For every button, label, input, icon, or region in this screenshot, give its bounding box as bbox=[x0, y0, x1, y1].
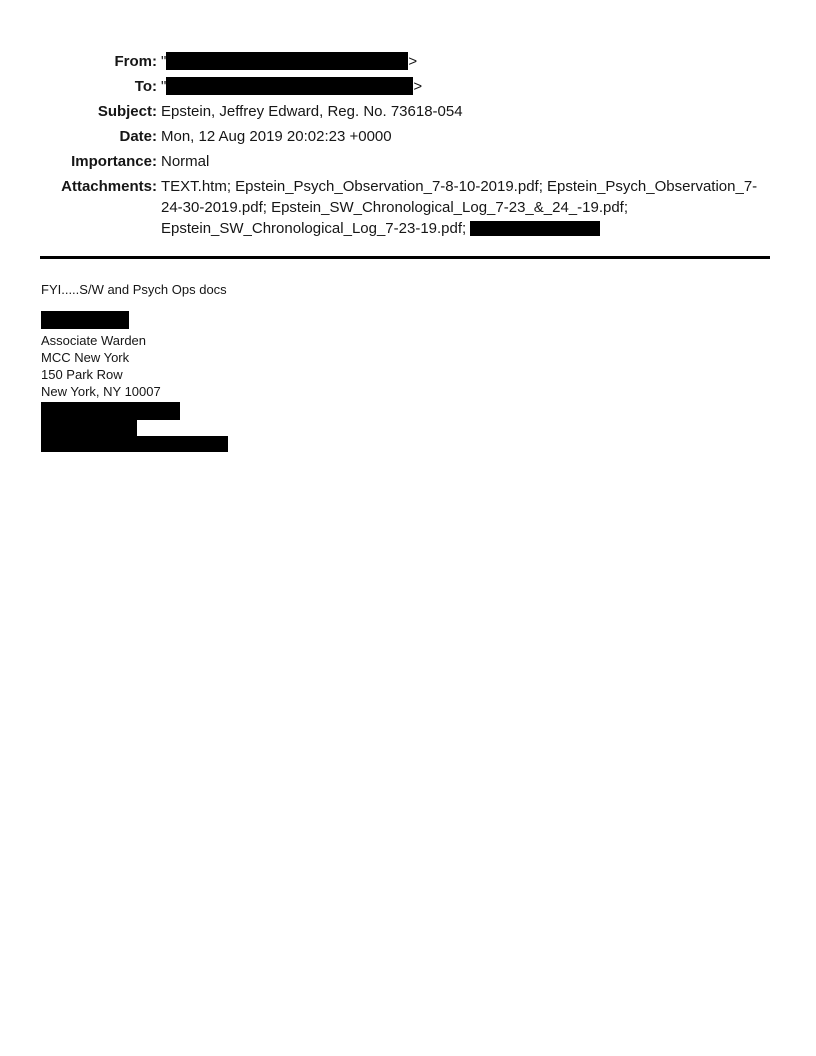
importance-label: Importance: bbox=[71, 153, 157, 170]
email-header bbox=[40, 0, 766, 239]
from-label: From: bbox=[114, 53, 157, 70]
to-open-quote: " bbox=[161, 78, 167, 95]
redaction-bar-contact-3 bbox=[41, 436, 228, 452]
header-row-subject bbox=[40, 101, 766, 122]
date-label: Date: bbox=[119, 128, 157, 145]
from-close-bracket: > bbox=[408, 53, 418, 70]
redaction-bar-to-address bbox=[166, 77, 413, 95]
header-row-importance bbox=[40, 151, 766, 172]
importance-value: Normal bbox=[161, 153, 210, 170]
attachments-file-list: TEXT.htm; Epstein_Psych_Observation_7-8-10-2019.pdf; Epstein_Psych_Observation_7-24-30-2019.pdf; Epstein_SW_Chronological_Log_7-23_&_24_-19.pdf; Epstein_SW_Chronological_Log_7-23-19.pdf; bbox=[161, 178, 758, 237]
to-value bbox=[161, 76, 766, 97]
date-value: Mon, 12 Aug 2019 20:02:23 +0000 bbox=[161, 128, 392, 145]
to-close-bracket: > bbox=[413, 78, 423, 95]
redaction-block-contact-info bbox=[41, 402, 816, 452]
redaction-bar-from-address bbox=[166, 52, 408, 70]
from-open-quote: " bbox=[161, 53, 167, 70]
subject-label: Subject: bbox=[97, 103, 157, 120]
redaction-bar-contact-1 bbox=[41, 402, 180, 420]
header-divider bbox=[40, 256, 770, 259]
header-row-to bbox=[40, 76, 766, 97]
signature-block bbox=[41, 332, 816, 400]
to-label: To: bbox=[134, 78, 157, 95]
header-row-from bbox=[40, 51, 766, 72]
body-intro-line: FYI.....S/W and Psych Ops docs bbox=[41, 282, 227, 297]
header-row-attachments bbox=[40, 176, 766, 239]
signature-address-line1: 150 Park Row bbox=[41, 367, 123, 382]
redaction-bar-contact-2 bbox=[41, 420, 137, 436]
signature-title: Associate Warden bbox=[41, 333, 147, 348]
attachments-value bbox=[161, 176, 766, 239]
redaction-bar-sender-name bbox=[41, 311, 129, 329]
header-row-date bbox=[40, 126, 766, 147]
attachments-label: Attachments: bbox=[61, 178, 157, 195]
email-body bbox=[41, 281, 816, 452]
subject-value: Epstein, Jeffrey Edward, Reg. No. 73618-054 bbox=[161, 103, 463, 120]
signature-org: MCC New York bbox=[41, 350, 130, 365]
from-value bbox=[161, 51, 766, 72]
redaction-bar-attachment-name bbox=[470, 221, 600, 236]
signature-address-line2: New York, NY 10007 bbox=[41, 384, 161, 399]
